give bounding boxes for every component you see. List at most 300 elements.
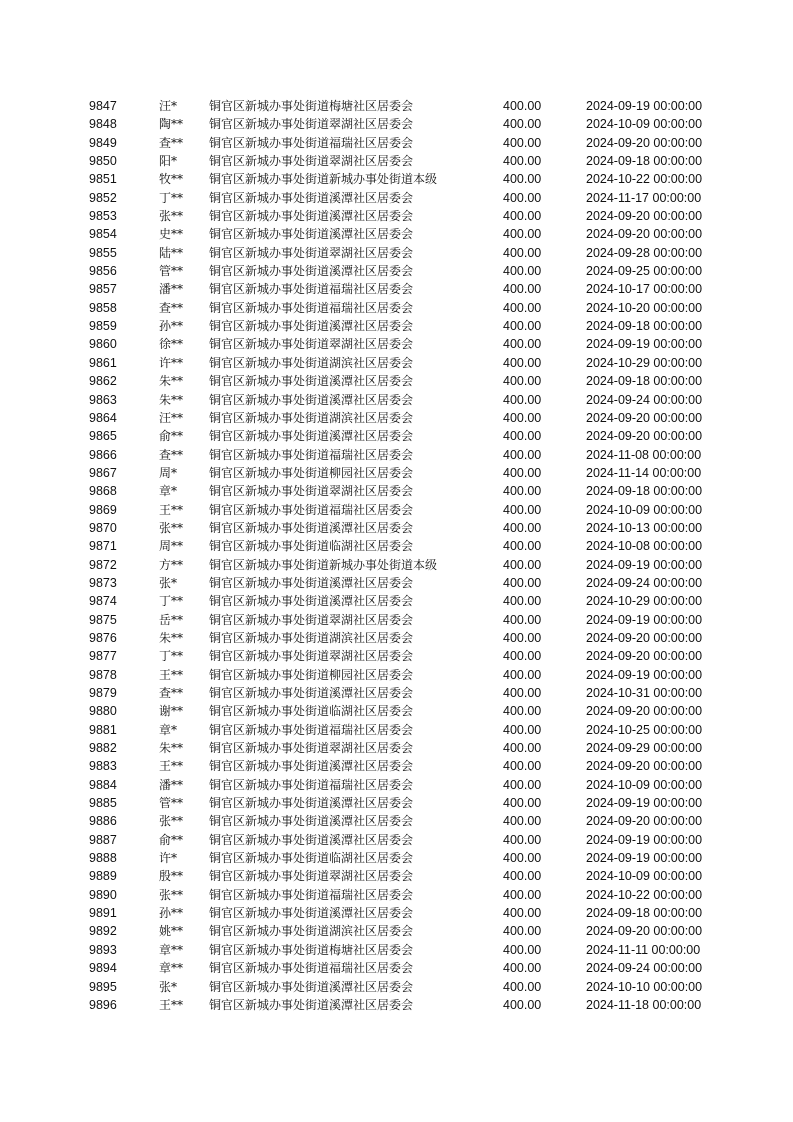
table-row — [0, 335, 793, 353]
row-amount: 400.00 — [503, 997, 542, 1012]
row-id: 9875 — [89, 612, 117, 627]
table-row — [0, 280, 793, 298]
row-name: 周** — [159, 539, 184, 554]
row-unit: 铜官区新城办事处街道翠湖社区居委会 — [209, 869, 414, 884]
row-name: 汪* — [159, 99, 178, 113]
row-unit: 铜官区新城办事处街道梅塘社区居委会 — [209, 99, 414, 113]
row-id: 9867 — [89, 465, 117, 480]
row-date: 2024-09-24 00:00:00 — [586, 392, 703, 407]
row-name: 岳** — [159, 612, 184, 627]
row-amount: 400.00 — [503, 209, 542, 224]
row-unit: 铜官区新城办事处街道翠湖社区居委会 — [209, 154, 414, 169]
row-date: 2024-09-20 00:00:00 — [586, 209, 703, 224]
row-date: 2024-11-17 00:00:00 — [586, 190, 702, 205]
table-row — [0, 794, 793, 812]
row-name: 阳* — [159, 154, 178, 169]
row-date: 2024-09-24 00:00:00 — [586, 961, 703, 976]
row-unit: 铜官区新城办事处街道溪潭社区居委会 — [209, 832, 414, 847]
table-row — [0, 372, 793, 390]
row-name: 朱** — [159, 630, 184, 645]
table-row — [0, 244, 793, 262]
row-date: 2024-10-17 00:00:00 — [586, 282, 703, 297]
table-row — [0, 959, 793, 977]
row-id: 9887 — [89, 832, 117, 847]
table-row — [0, 556, 793, 574]
row-unit: 铜官区新城办事处街道福瑞社区居委会 — [209, 447, 414, 462]
table-row — [0, 501, 793, 519]
row-date: 2024-10-08 00:00:00 — [586, 539, 703, 554]
row-id: 9883 — [89, 759, 117, 774]
row-date: 2024-10-09 00:00:00 — [586, 502, 703, 517]
row-amount: 400.00 — [503, 832, 542, 847]
row-unit: 铜官区新城办事处街道溪潭社区居委会 — [209, 575, 414, 590]
row-unit: 铜官区新城办事处街道溪潭社区居委会 — [209, 319, 414, 334]
row-id: 9879 — [89, 686, 117, 700]
row-amount: 400.00 — [503, 392, 542, 407]
row-id: 9878 — [89, 667, 117, 682]
row-amount: 400.00 — [503, 227, 542, 242]
row-unit: 铜官区新城办事处街道临湖社区居委会 — [209, 851, 414, 866]
row-unit: 铜官区新城办事处街道溪潭社区居委会 — [209, 209, 414, 224]
row-amount: 400.00 — [503, 630, 542, 645]
row-name: 张* — [159, 979, 178, 994]
row-unit: 铜官区新城办事处街道溪潭社区居委会 — [209, 796, 414, 811]
row-name: 章* — [159, 722, 178, 737]
table-row — [0, 299, 793, 317]
row-amount: 400.00 — [503, 814, 542, 829]
row-unit: 铜官区新城办事处街道新城办事处街道本级 — [209, 557, 438, 572]
row-amount: 400.00 — [503, 979, 542, 994]
row-amount: 400.00 — [503, 869, 542, 884]
table-row — [0, 831, 793, 849]
row-amount: 400.00 — [503, 557, 542, 572]
row-unit: 铜官区新城办事处街道福瑞社区居委会 — [209, 887, 414, 902]
row-id: 9857 — [89, 282, 117, 297]
row-unit: 铜官区新城办事处街道溪潭社区居委会 — [209, 520, 414, 535]
row-date: 2024-10-13 00:00:00 — [586, 520, 703, 535]
row-date: 2024-09-19 00:00:00 — [586, 667, 703, 682]
row-date: 2024-09-20 00:00:00 — [586, 704, 703, 719]
table-row — [0, 262, 793, 280]
row-id: 9891 — [89, 906, 117, 921]
table-row — [0, 464, 793, 482]
row-id: 9876 — [89, 630, 117, 645]
row-amount: 400.00 — [503, 429, 542, 444]
row-id: 9852 — [89, 190, 117, 205]
row-amount: 400.00 — [503, 851, 542, 866]
row-unit: 铜官区新城办事处街道溪潭社区居委会 — [209, 759, 414, 774]
row-id: 9847 — [89, 99, 117, 113]
row-unit: 铜官区新城办事处街道福瑞社区居委会 — [209, 502, 414, 517]
row-date: 2024-09-20 00:00:00 — [586, 649, 703, 664]
row-amount: 400.00 — [503, 667, 542, 682]
table-row — [0, 225, 793, 243]
row-date: 2024-09-25 00:00:00 — [586, 264, 703, 279]
row-name: 丁** — [159, 190, 184, 205]
row-date: 2024-10-09 00:00:00 — [586, 869, 703, 884]
row-name: 章** — [159, 961, 184, 976]
row-unit: 铜官区新城办事处街道柳园社区居委会 — [209, 667, 414, 682]
row-amount: 400.00 — [503, 117, 542, 132]
table-row — [0, 684, 793, 702]
row-name: 潘** — [159, 282, 184, 297]
row-amount: 400.00 — [503, 282, 542, 297]
row-date: 2024-09-19 00:00:00 — [586, 612, 703, 627]
row-id: 9892 — [89, 924, 117, 939]
row-date: 2024-09-18 00:00:00 — [586, 154, 703, 169]
row-unit: 铜官区新城办事处街道新城办事处街道本级 — [209, 172, 438, 187]
table-row — [0, 592, 793, 610]
row-amount: 400.00 — [503, 759, 542, 774]
row-date: 2024-09-18 00:00:00 — [586, 906, 703, 921]
row-amount: 400.00 — [503, 264, 542, 279]
row-id: 9869 — [89, 502, 117, 517]
table-row — [0, 904, 793, 922]
table-row — [0, 849, 793, 867]
row-date: 2024-09-19 00:00:00 — [586, 796, 703, 811]
table-row — [0, 354, 793, 372]
row-name: 陶** — [159, 117, 184, 132]
table-row — [0, 886, 793, 904]
row-id: 9877 — [89, 649, 117, 664]
row-id: 9884 — [89, 777, 117, 792]
row-name: 王** — [159, 997, 184, 1012]
row-name: 周* — [159, 465, 178, 480]
row-unit: 铜官区新城办事处街道福瑞社区居委会 — [209, 282, 414, 297]
row-date: 2024-09-24 00:00:00 — [586, 575, 703, 590]
row-id: 9889 — [89, 869, 117, 884]
row-name: 俞** — [159, 832, 184, 847]
row-id: 9894 — [89, 961, 117, 976]
table-row — [0, 317, 793, 335]
row-amount: 400.00 — [503, 887, 542, 902]
row-id: 9881 — [89, 722, 117, 737]
row-name: 张** — [159, 209, 184, 224]
row-date: 2024-09-20 00:00:00 — [586, 135, 703, 150]
row-date: 2024-10-29 00:00:00 — [586, 355, 703, 370]
table-row — [0, 97, 793, 115]
row-date: 2024-09-19 00:00:00 — [586, 851, 703, 866]
row-id: 9873 — [89, 575, 117, 590]
row-name: 牧** — [159, 172, 184, 187]
row-amount: 400.00 — [503, 704, 542, 719]
row-date: 2024-09-20 00:00:00 — [586, 630, 703, 645]
row-name: 朱** — [159, 741, 184, 756]
row-amount: 400.00 — [503, 484, 542, 499]
row-name: 管** — [159, 264, 184, 279]
row-name: 查** — [159, 447, 184, 462]
row-unit: 铜官区新城办事处街道翠湖社区居委会 — [209, 612, 414, 627]
row-date: 2024-10-09 00:00:00 — [586, 777, 703, 792]
row-id: 9864 — [89, 410, 117, 425]
table-row — [0, 812, 793, 830]
row-unit: 铜官区新城办事处街道翠湖社区居委会 — [209, 117, 414, 132]
table-row — [0, 115, 793, 133]
table-row — [0, 427, 793, 445]
row-id: 9882 — [89, 741, 117, 756]
row-name: 章** — [159, 942, 184, 957]
row-amount: 400.00 — [503, 374, 542, 389]
row-id: 9866 — [89, 447, 117, 462]
row-unit: 铜官区新城办事处街道福瑞社区居委会 — [209, 777, 414, 792]
row-name: 张** — [159, 814, 184, 829]
row-unit: 铜官区新城办事处街道柳园社区居委会 — [209, 465, 414, 480]
row-name: 查** — [159, 135, 184, 150]
row-date: 2024-09-29 00:00:00 — [586, 741, 703, 756]
row-date: 2024-10-29 00:00:00 — [586, 594, 703, 609]
row-id: 9886 — [89, 814, 117, 829]
row-date: 2024-09-18 00:00:00 — [586, 374, 703, 389]
row-name: 史** — [159, 227, 184, 242]
row-amount: 400.00 — [503, 906, 542, 921]
row-id: 9859 — [89, 319, 117, 334]
row-amount: 400.00 — [503, 575, 542, 590]
row-unit: 铜官区新城办事处街道福瑞社区居委会 — [209, 300, 414, 315]
row-amount: 400.00 — [503, 337, 542, 352]
row-date: 2024-10-20 00:00:00 — [586, 300, 703, 315]
table-row — [0, 446, 793, 464]
table-row — [0, 207, 793, 225]
table-row — [0, 189, 793, 207]
table-row — [0, 702, 793, 720]
row-id: 9855 — [89, 245, 117, 260]
row-name: 王** — [159, 502, 184, 517]
row-id: 9871 — [89, 539, 117, 554]
row-amount: 400.00 — [503, 355, 542, 370]
row-name: 许** — [159, 355, 184, 370]
row-date: 2024-09-20 00:00:00 — [586, 814, 703, 829]
row-name: 张** — [159, 887, 184, 902]
row-amount: 400.00 — [503, 447, 542, 462]
row-id: 9850 — [89, 154, 117, 169]
table-row — [0, 629, 793, 647]
row-unit: 铜官区新城办事处街道溪潭社区居委会 — [209, 906, 414, 921]
row-unit: 铜官区新城办事处街道湖滨社区居委会 — [209, 924, 414, 939]
row-amount: 400.00 — [503, 649, 542, 664]
table-row — [0, 170, 793, 188]
row-date: 2024-10-10 00:00:00 — [586, 979, 703, 994]
row-id: 9893 — [89, 942, 117, 957]
row-amount: 400.00 — [503, 612, 542, 627]
table-row — [0, 409, 793, 427]
row-amount: 400.00 — [503, 172, 542, 187]
row-id: 9849 — [89, 135, 117, 150]
row-name: 陆** — [159, 245, 184, 260]
row-name: 谢** — [159, 704, 184, 719]
row-id: 9851 — [89, 172, 117, 187]
row-date: 2024-11-18 00:00:00 — [586, 997, 702, 1012]
row-unit: 铜官区新城办事处街道临湖社区居委会 — [209, 539, 414, 554]
row-name: 姚** — [159, 924, 184, 939]
table-row — [0, 152, 793, 170]
row-amount: 400.00 — [503, 190, 542, 205]
row-id: 9862 — [89, 374, 117, 389]
row-unit: 铜官区新城办事处街道翠湖社区居委会 — [209, 337, 414, 352]
row-amount: 400.00 — [503, 520, 542, 535]
row-name: 张** — [159, 520, 184, 535]
table-row — [0, 757, 793, 775]
row-amount: 400.00 — [503, 924, 542, 939]
row-amount: 400.00 — [503, 539, 542, 554]
row-name: 俞** — [159, 429, 184, 444]
table-row — [0, 574, 793, 592]
row-amount: 400.00 — [503, 154, 542, 169]
row-id: 9895 — [89, 979, 117, 994]
row-name: 徐** — [159, 337, 184, 352]
table-row — [0, 647, 793, 665]
row-date: 2024-09-20 00:00:00 — [586, 429, 703, 444]
row-id: 9863 — [89, 392, 117, 407]
table-row — [0, 996, 793, 1014]
row-name: 查** — [159, 300, 184, 315]
row-amount: 400.00 — [503, 465, 542, 480]
record-table — [0, 97, 793, 1014]
row-id: 9858 — [89, 300, 117, 315]
table-row — [0, 721, 793, 739]
row-unit: 铜官区新城办事处街道湖滨社区居委会 — [209, 630, 414, 645]
row-amount: 400.00 — [503, 135, 542, 150]
table-row — [0, 941, 793, 959]
row-id: 9861 — [89, 355, 117, 370]
row-amount: 400.00 — [503, 410, 542, 425]
row-id: 9885 — [89, 796, 117, 811]
row-amount: 400.00 — [503, 777, 542, 792]
row-amount: 400.00 — [503, 961, 542, 976]
row-amount: 400.00 — [503, 741, 542, 756]
row-date: 2024-11-08 00:00:00 — [586, 447, 702, 462]
table-row — [0, 391, 793, 409]
row-id: 9896 — [89, 997, 117, 1012]
table-row — [0, 739, 793, 757]
row-unit: 铜官区新城办事处街道湖滨社区居委会 — [209, 410, 414, 425]
row-date: 2024-10-09 00:00:00 — [586, 117, 703, 132]
row-date: 2024-09-19 00:00:00 — [586, 832, 703, 847]
row-unit: 铜官区新城办事处街道溪潭社区居委会 — [209, 979, 414, 994]
table-row — [0, 519, 793, 537]
row-name: 管** — [159, 796, 184, 811]
row-date: 2024-10-22 00:00:00 — [586, 887, 703, 902]
row-unit: 铜官区新城办事处街道溪潭社区居委会 — [209, 686, 414, 700]
row-name: 张* — [159, 575, 178, 590]
row-amount: 400.00 — [503, 594, 542, 609]
row-date: 2024-09-18 00:00:00 — [586, 319, 703, 334]
row-date: 2024-09-20 00:00:00 — [586, 410, 703, 425]
row-amount: 400.00 — [503, 245, 542, 260]
table-row — [0, 922, 793, 940]
table-row — [0, 134, 793, 152]
row-amount: 400.00 — [503, 99, 542, 113]
row-amount: 400.00 — [503, 796, 542, 811]
table-row — [0, 978, 793, 996]
row-id: 9872 — [89, 557, 117, 572]
table-row — [0, 482, 793, 500]
row-unit: 铜官区新城办事处街道福瑞社区居委会 — [209, 722, 414, 737]
row-unit: 铜官区新城办事处街道溪潭社区居委会 — [209, 429, 414, 444]
row-id: 9853 — [89, 209, 117, 224]
row-date: 2024-09-19 00:00:00 — [586, 99, 703, 113]
row-amount: 400.00 — [503, 686, 542, 700]
row-id: 9888 — [89, 851, 117, 866]
row-name: 许* — [159, 851, 178, 866]
row-date: 2024-11-11 00:00:00 — [586, 942, 701, 957]
row-date: 2024-09-28 00:00:00 — [586, 245, 703, 260]
row-date: 2024-09-19 00:00:00 — [586, 557, 703, 572]
row-name: 丁** — [159, 594, 184, 609]
row-name: 王** — [159, 667, 184, 682]
row-name: 殷** — [159, 869, 184, 884]
row-name: 孙** — [159, 319, 184, 334]
row-name: 潘** — [159, 777, 184, 792]
row-name: 丁** — [159, 649, 184, 664]
row-unit: 铜官区新城办事处街道翠湖社区居委会 — [209, 484, 414, 499]
row-date: 2024-10-25 00:00:00 — [586, 722, 703, 737]
row-id: 9868 — [89, 484, 117, 499]
row-id: 9865 — [89, 429, 117, 444]
row-unit: 铜官区新城办事处街道梅塘社区居委会 — [209, 942, 414, 957]
row-name: 查** — [159, 686, 184, 700]
row-name: 汪** — [159, 410, 184, 425]
row-id: 9854 — [89, 227, 117, 242]
row-name: 朱** — [159, 392, 184, 407]
row-name: 方** — [159, 557, 184, 572]
row-unit: 铜官区新城办事处街道溪潭社区居委会 — [209, 227, 414, 242]
row-id: 9870 — [89, 520, 117, 535]
table-row — [0, 867, 793, 885]
row-unit: 铜官区新城办事处街道溪潭社区居委会 — [209, 594, 414, 609]
row-id: 9890 — [89, 887, 117, 902]
row-name: 朱** — [159, 374, 184, 389]
row-unit: 铜官区新城办事处街道临湖社区居委会 — [209, 704, 414, 719]
row-date: 2024-09-20 00:00:00 — [586, 759, 703, 774]
row-date: 2024-09-20 00:00:00 — [586, 924, 703, 939]
row-date: 2024-10-22 00:00:00 — [586, 172, 703, 187]
row-unit: 铜官区新城办事处街道溪潭社区居委会 — [209, 190, 414, 205]
row-name: 孙** — [159, 906, 184, 921]
row-name: 王** — [159, 759, 184, 774]
row-unit: 铜官区新城办事处街道溪潭社区居委会 — [209, 814, 414, 829]
row-unit: 铜官区新城办事处街道翠湖社区居委会 — [209, 245, 414, 260]
row-amount: 400.00 — [503, 502, 542, 517]
row-date: 2024-10-31 00:00:00 — [586, 686, 703, 700]
row-id: 9874 — [89, 594, 117, 609]
row-date: 2024-09-20 00:00:00 — [586, 227, 703, 242]
table-row — [0, 776, 793, 794]
table-row — [0, 611, 793, 629]
row-unit: 铜官区新城办事处街道福瑞社区居委会 — [209, 961, 414, 976]
row-date: 2024-09-19 00:00:00 — [586, 337, 703, 352]
row-date: 2024-09-18 00:00:00 — [586, 484, 703, 499]
row-name: 章* — [159, 484, 178, 499]
row-date: 2024-11-14 00:00:00 — [586, 465, 702, 480]
row-id: 9848 — [89, 117, 117, 132]
table-row — [0, 537, 793, 555]
row-id: 9880 — [89, 704, 117, 719]
row-amount: 400.00 — [503, 942, 542, 957]
row-amount: 400.00 — [503, 722, 542, 737]
row-id: 9856 — [89, 264, 117, 279]
row-unit: 铜官区新城办事处街道溪潭社区居委会 — [209, 374, 414, 389]
row-unit: 铜官区新城办事处街道翠湖社区居委会 — [209, 741, 414, 756]
row-unit: 铜官区新城办事处街道溪潭社区居委会 — [209, 997, 414, 1012]
row-unit: 铜官区新城办事处街道福瑞社区居委会 — [209, 135, 414, 150]
row-amount: 400.00 — [503, 319, 542, 334]
row-unit: 铜官区新城办事处街道溪潭社区居委会 — [209, 264, 414, 279]
row-unit: 铜官区新城办事处街道翠湖社区居委会 — [209, 649, 414, 664]
row-id: 9860 — [89, 337, 117, 352]
table-row — [0, 666, 793, 684]
row-unit: 铜官区新城办事处街道溪潭社区居委会 — [209, 392, 414, 407]
row-unit: 铜官区新城办事处街道湖滨社区居委会 — [209, 355, 414, 370]
